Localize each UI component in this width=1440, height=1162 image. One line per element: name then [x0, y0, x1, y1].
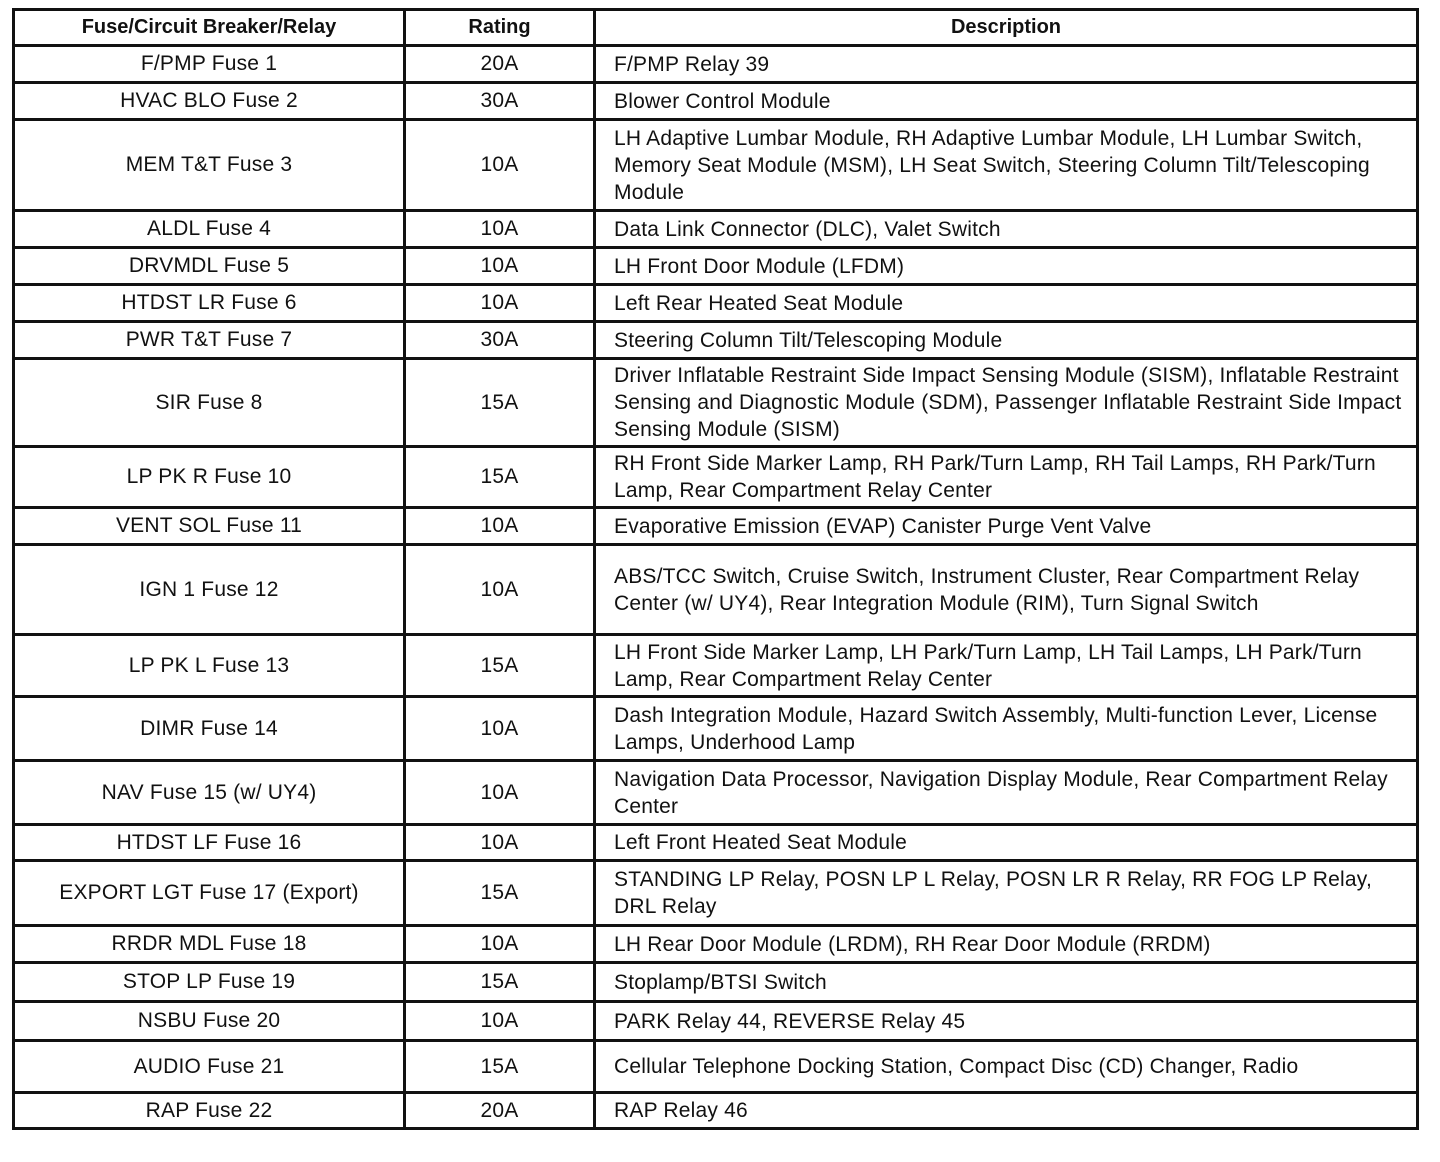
- rating-cell: 10A: [405, 211, 595, 248]
- rating-cell: 15A: [405, 447, 595, 508]
- fuse-cell: IGN 1 Fuse 12: [14, 545, 405, 635]
- table-row: [14, 1041, 1418, 1093]
- table-row: [14, 1093, 1418, 1129]
- table-row: [14, 120, 1418, 211]
- description-cell: Navigation Data Processor, Navigation Display Module, Rear Compartment Relay Center: [595, 761, 1418, 825]
- description-cell: F/PMP Relay 39: [595, 46, 1418, 83]
- table-row: [14, 211, 1418, 248]
- table-row: [14, 926, 1418, 963]
- fuse-cell: HVAC BLO Fuse 2: [14, 83, 405, 120]
- table-row: [14, 861, 1418, 926]
- rating-cell: 10A: [405, 697, 595, 761]
- rating-cell: 10A: [405, 120, 595, 211]
- table-row: [14, 635, 1418, 697]
- header-rating: Rating: [405, 10, 595, 46]
- fuse-cell: NSBU Fuse 20: [14, 1002, 405, 1041]
- description-cell: ABS/TCC Switch, Cruise Switch, Instrument Cluster, Rear Compartment Relay Center (w/ UY4), Rear Integration Module (RIM), Turn Signal Switch: [595, 545, 1418, 635]
- rating-cell: 10A: [405, 825, 595, 861]
- description-cell: LH Rear Door Module (LRDM), RH Rear Door Module (RRDM): [595, 926, 1418, 963]
- fuse-cell: HTDST LR Fuse 6: [14, 285, 405, 322]
- fuse-cell: EXPORT LGT Fuse 17 (Export): [14, 861, 405, 926]
- rating-cell: 10A: [405, 285, 595, 322]
- rating-cell: 15A: [405, 861, 595, 926]
- fuse-cell: RRDR MDL Fuse 18: [14, 926, 405, 963]
- rating-cell: 10A: [405, 761, 595, 825]
- table-row: [14, 697, 1418, 761]
- table-row: [14, 545, 1418, 635]
- rating-cell: 15A: [405, 1041, 595, 1093]
- rating-cell: 10A: [405, 1002, 595, 1041]
- description-cell: LH Front Door Module (LFDM): [595, 248, 1418, 285]
- table-row: [14, 248, 1418, 285]
- fuse-cell: LP PK L Fuse 13: [14, 635, 405, 697]
- description-cell: RAP Relay 46: [595, 1093, 1418, 1129]
- fuse-table-container: [12, 8, 1416, 1130]
- rating-cell: 15A: [405, 359, 595, 447]
- fuse-cell: MEM T&T Fuse 3: [14, 120, 405, 211]
- description-cell: RH Front Side Marker Lamp, RH Park/Turn Lamp, RH Tail Lamps, RH Park/Turn Lamp, Rear Compartment Relay Center: [595, 447, 1418, 508]
- fuse-cell: SIR Fuse 8: [14, 359, 405, 447]
- fuse-cell: DRVMDL Fuse 5: [14, 248, 405, 285]
- header-description: Description: [595, 10, 1418, 46]
- table-header-row: [14, 10, 1418, 46]
- table-row: [14, 1002, 1418, 1041]
- fuse-cell: ALDL Fuse 4: [14, 211, 405, 248]
- fuse-table: [12, 8, 1419, 1130]
- rating-cell: 30A: [405, 322, 595, 359]
- fuse-cell: DIMR Fuse 14: [14, 697, 405, 761]
- description-cell: Cellular Telephone Docking Station, Compact Disc (CD) Changer, Radio: [595, 1041, 1418, 1093]
- rating-cell: 10A: [405, 545, 595, 635]
- rating-cell: 30A: [405, 83, 595, 120]
- fuse-cell: F/PMP Fuse 1: [14, 46, 405, 83]
- rating-cell: 10A: [405, 248, 595, 285]
- table-row: [14, 761, 1418, 825]
- table-row: [14, 963, 1418, 1002]
- table-row: [14, 825, 1418, 861]
- description-cell: PARK Relay 44, REVERSE Relay 45: [595, 1002, 1418, 1041]
- table-row: [14, 83, 1418, 120]
- fuse-cell: HTDST LF Fuse 16: [14, 825, 405, 861]
- description-cell: Data Link Connector (DLC), Valet Switch: [595, 211, 1418, 248]
- rating-cell: 15A: [405, 635, 595, 697]
- table-body: [14, 46, 1418, 1129]
- description-cell: Stoplamp/BTSI Switch: [595, 963, 1418, 1002]
- table-row: [14, 447, 1418, 508]
- table-row: [14, 285, 1418, 322]
- rating-cell: 20A: [405, 1093, 595, 1129]
- description-cell: Left Front Heated Seat Module: [595, 825, 1418, 861]
- fuse-cell: STOP LP Fuse 19: [14, 963, 405, 1002]
- fuse-cell: LP PK R Fuse 10: [14, 447, 405, 508]
- fuse-cell: NAV Fuse 15 (w/ UY4): [14, 761, 405, 825]
- table-row: [14, 359, 1418, 447]
- fuse-cell: RAP Fuse 22: [14, 1093, 405, 1129]
- description-cell: Blower Control Module: [595, 83, 1418, 120]
- description-cell: Steering Column Tilt/Telescoping Module: [595, 322, 1418, 359]
- fuse-cell: VENT SOL Fuse 11: [14, 508, 405, 545]
- description-cell: STANDING LP Relay, POSN LP L Relay, POSN LR R Relay, RR FOG LP Relay, DRL Relay: [595, 861, 1418, 926]
- rating-cell: 20A: [405, 46, 595, 83]
- description-cell: Dash Integration Module, Hazard Switch Assembly, Multi-function Lever, License Lamps, Underhood Lamp: [595, 697, 1418, 761]
- rating-cell: 15A: [405, 963, 595, 1002]
- fuse-cell: PWR T&T Fuse 7: [14, 322, 405, 359]
- header-fuse: Fuse/Circuit Breaker/Relay: [14, 10, 405, 46]
- description-cell: Driver Inflatable Restraint Side Impact Sensing Module (SISM), Inflatable Restraint Sensing and Diagnostic Module (SDM), Passenger Inflatable Restraint Side Impact Sensing Module (SISM): [595, 359, 1418, 447]
- rating-cell: 10A: [405, 926, 595, 963]
- fuse-cell: AUDIO Fuse 21: [14, 1041, 405, 1093]
- rating-cell: 10A: [405, 508, 595, 545]
- table-row: [14, 508, 1418, 545]
- description-cell: LH Adaptive Lumbar Module, RH Adaptive Lumbar Module, LH Lumbar Switch, Memory Seat Module (MSM), LH Seat Switch, Steering Column Tilt/Telescoping Module: [595, 120, 1418, 211]
- table-row: [14, 46, 1418, 83]
- description-cell: Evaporative Emission (EVAP) Canister Purge Vent Valve: [595, 508, 1418, 545]
- description-cell: LH Front Side Marker Lamp, LH Park/Turn Lamp, LH Tail Lamps, LH Park/Turn Lamp, Rear Compartment Relay Center: [595, 635, 1418, 697]
- description-cell: Left Rear Heated Seat Module: [595, 285, 1418, 322]
- table-row: [14, 322, 1418, 359]
